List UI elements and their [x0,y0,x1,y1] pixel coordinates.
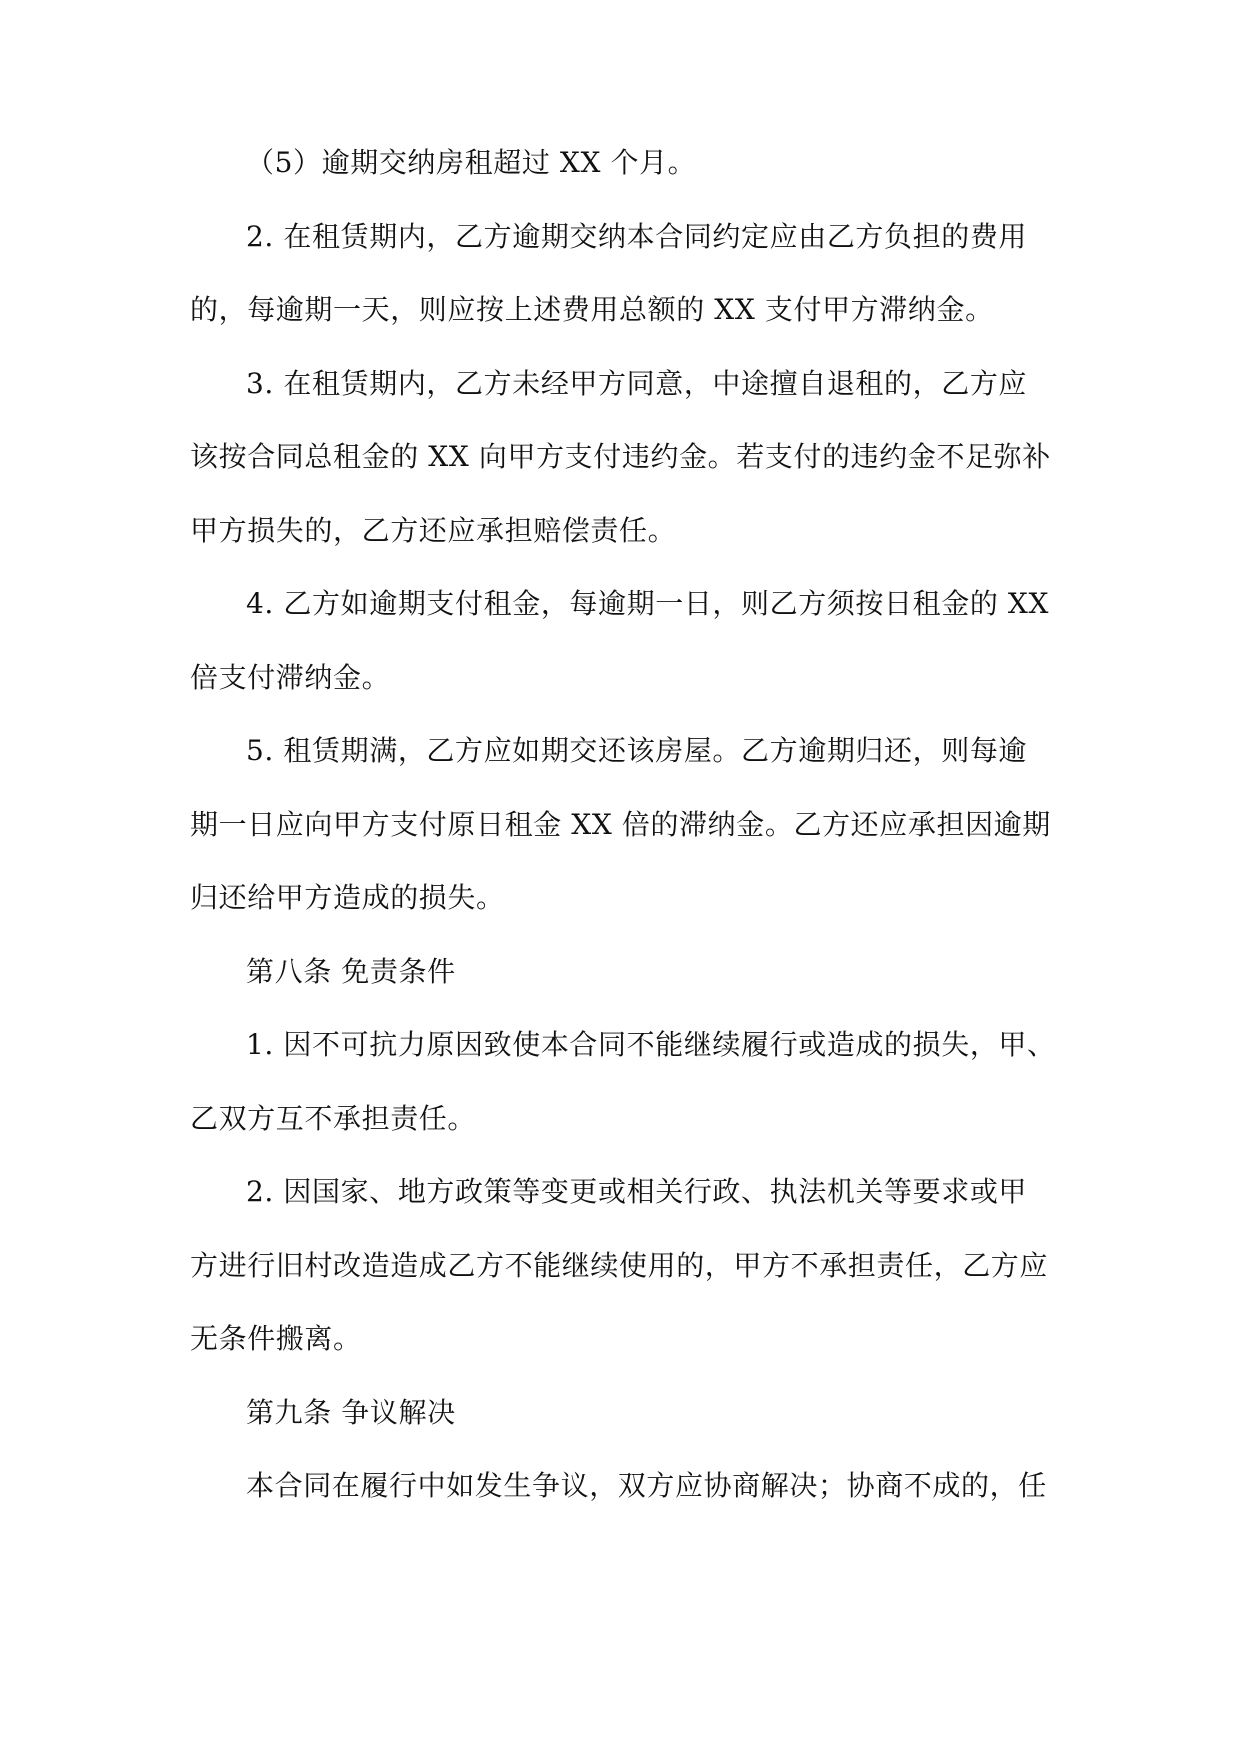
text-line-9: 5. 租赁期满，乙方应如期交还该房屋。乙方逾期归还，则每逾 [246,734,1028,767]
text-line-13: 1. 因不可抗力原因致使本合同不能继续履行或造成的损失，甲、 [246,1028,1056,1061]
text-line-5: 该按合同总租金的 XX 向甲方支付违约金。若支付的违约金不足弥补 [190,440,1051,473]
section-heading-article-9: 第九条 争议解决 [246,1395,456,1429]
text-line-11: 归还给甲方造成的损失。 [190,881,505,914]
text-line-10: 期一日应向甲方支付原日租金 XX 倍的滞纳金。乙方还应承担因逾期 [190,807,1051,841]
text-line-16: 方进行旧村改造造成乙方不能继续使用的，甲方不承担责任，乙方应 [190,1248,1049,1282]
section-heading-article-8: 第八条 免责条件 [246,954,456,988]
text-line-7: 4. 乙方如逾期支付租金，每逾期一日，则乙方须按日租金的 XX [246,587,1049,620]
text-line-1: （5）逾期交纳房租超过 XX 个月。 [246,146,697,179]
text-line-6: 甲方损失的，乙方还应承担赔偿责任。 [190,513,677,547]
text-line-2: 2. 在租赁期内，乙方逾期交纳本合同约定应由乙方负担的费用 [246,219,1028,253]
text-line-14: 乙双方互不承担责任。 [190,1101,477,1135]
text-line-3: 的，每逾期一天，则应按上述费用总额的 XX 支付甲方滞纳金。 [190,293,994,326]
text-line-8: 倍支付滞纳金。 [190,660,391,694]
text-line-19: 本合同在履行中如发生争议，双方应协商解决；协商不成的，任 [246,1469,1047,1502]
text-line-15: 2. 因国家、地方政策等变更或相关行政、执法机关等要求或甲 [246,1175,1028,1208]
text-line-17: 无条件搬离。 [190,1322,362,1355]
text-line-4: 3. 在租赁期内，乙方未经甲方同意，中途擅自退租的，乙方应 [246,366,1028,400]
document-body [190,146,1060,1543]
